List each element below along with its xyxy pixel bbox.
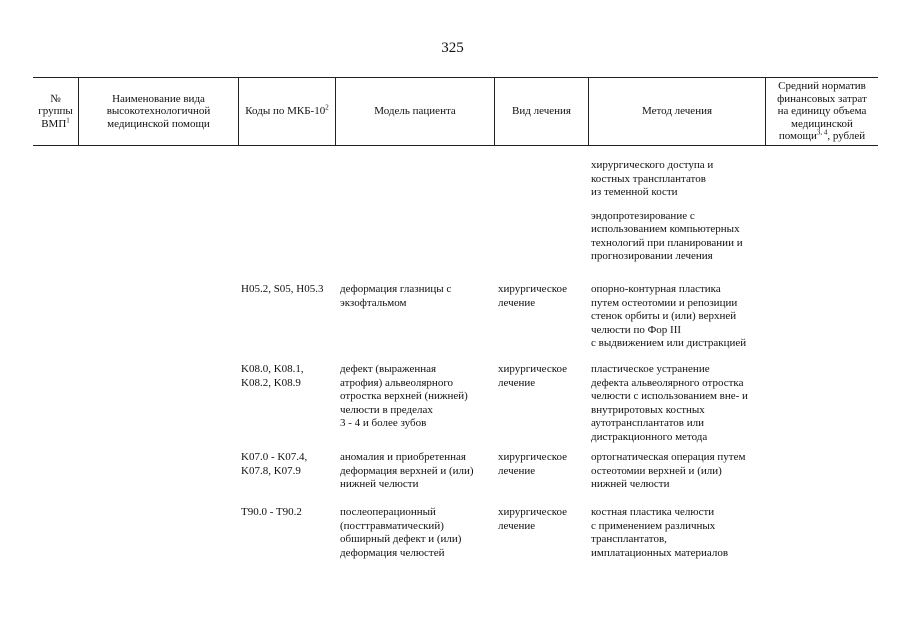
table-row-treatment: хирургическое лечение xyxy=(498,506,568,532)
table-row-model: послеоперационный (посттравматический) обширный дефект и (или) деформация челюстей xyxy=(340,506,462,559)
header-cost-norm: Средний норматив финансовых затрат на единицу объема медицинской помощи$^{3, 4}$, рублей xyxy=(765,78,878,145)
table-row-method: ортогнатическая операция путем остеотомии верхней и (или) нижней челюсти xyxy=(591,451,746,490)
header-icd-codes: Коды по МКБ-$10^2$ xyxy=(238,78,335,145)
table-row-model: деформация глазницы с экзофтальмом xyxy=(340,283,452,309)
table-row-treatment: хирургическое лечение xyxy=(498,283,568,309)
header-treatment-method: Метод лечения xyxy=(588,78,765,145)
table-row-method: опорно-контурная пластика путем остеотомии и репозиции стенок орбиты и (или) верхней челюсти по Фор III с выдвижением или дистракцией xyxy=(591,283,747,349)
header-patient-model: Модель пациента xyxy=(335,78,494,145)
table-row-treatment: хирургическое лечение xyxy=(498,363,568,389)
header-vmp-name: Наименование вида высокотехнологичной медицинской помощи xyxy=(78,78,238,145)
table-header xyxy=(33,77,878,146)
table-row-codes: K08.0, K08.1, K08.2, K08.9 xyxy=(241,363,304,389)
table-row-model: дефект (выраженная атрофия) альвеолярного отростка верхней (нижней) челюсти в пределах 3 - 4 и более зубов xyxy=(340,363,468,429)
page-number: 325 xyxy=(441,40,464,56)
table-row-method: пластическое устранение дефекта альвеолярного отростка челюсти с использованием вне- и внутриротовых костных аутотрансплантатов или дистракционного метода xyxy=(591,363,748,443)
table-row-model: аномалия и приобретенная деформация верхней и (или) нижней челюсти xyxy=(340,451,474,490)
table-row-method: костная пластика челюсти с применением различных трансплантатов, имплатационных материалов xyxy=(591,506,729,559)
header-group-number: № группы ВМП$^1$ xyxy=(38,92,73,130)
table-row-codes: H05.2, S05, H05.3 xyxy=(241,283,324,295)
table-row-codes: K07.0 - K07.4, K07.8, K07.9 xyxy=(241,451,308,477)
table-row-treatment: хирургическое лечение xyxy=(498,451,568,477)
table-row-codes: T90.0 - T90.2 xyxy=(241,506,302,518)
method-continuation: хирургического доступа и костных трансплантатов из теменной кости эндопротезирование с использованием компьютерных технологий при планировании и прогнозировании лечения xyxy=(591,159,743,262)
header-treatment-type: Вид лечения xyxy=(494,78,588,145)
